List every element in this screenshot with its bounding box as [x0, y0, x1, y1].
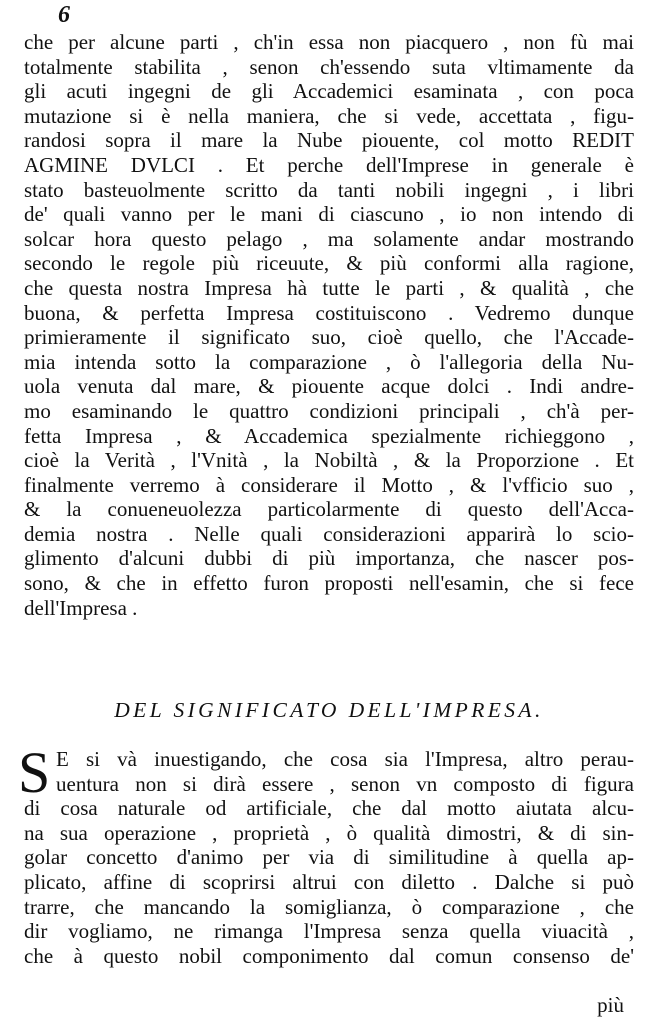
text-line: uentura non si dirà essere , senon vn composto di figura [56, 771, 634, 796]
page-number: 6 [58, 2, 70, 28]
text-line: secondo le regole più riceuute, & più conformi alla ragione, [24, 251, 634, 276]
text-line: gli acuti ingegni de gli Accademici esaminata , con poca [24, 79, 634, 104]
drop-cap: S [18, 740, 51, 805]
text-line: totalmente stabilita , senon ch'essendo suta vltimamente da [24, 54, 634, 79]
text-line-last: dell'Impresa . [24, 595, 138, 620]
main-paragraph [24, 30, 634, 620]
text-line: uola venuta dal mare, & piouente acque dolci . Indi andre- [24, 374, 634, 399]
text-line: golar concetto d'animo per via di similitudine à quella ap- [24, 845, 634, 870]
text-line: che per alcune parti , ch'in essa non piacquero , non fù mai [24, 30, 634, 54]
text-line: dir vogliamo, ne rimanga l'Impresa senza quella viuacità , [24, 919, 634, 944]
catchword: più [597, 993, 624, 1017]
text-line: primieramente il significato suo, cioè quello, che l'Accade- [24, 325, 634, 350]
text-line: fetta Impresa , & Accademica spezialmente richieggono , [24, 423, 634, 448]
text-line: trarre, che mancando la somiglianza, ò comparazione , che [24, 894, 634, 919]
text-line: AGMINE DVLCI . Et perche dell'Imprese in generale è [24, 152, 634, 177]
text-line: E si và inuestigando, che cosa sia l'Impresa, altro perau- [56, 747, 634, 771]
text-line: che questa nostra Impresa hà tutte le parti , & qualità , che [24, 275, 634, 300]
text-line: de' quali vanno per le mani di ciascuno , io non intendo di [24, 202, 634, 227]
text-line: randosi sopra il mare la Nube piouente, col motto REDIT [24, 128, 634, 153]
text-line: demia nostra . Nelle quali considerazioni apparirà lo scio- [24, 521, 634, 546]
text-line: mo esaminando le quattro condizioni principali , ch'à per- [24, 398, 634, 423]
text-line: mutazione si è nella maniera, che si vede, accettata , figu- [24, 103, 634, 128]
section-heading: DEL SIGNIFICATO DELL'IMPRESA. [114, 698, 544, 722]
text-line: solcar hora questo pelago , ma solamente andar mostrando [24, 226, 634, 251]
text-line: buona, & perfetta Impresa costituiscono . Vedremo dunque [24, 300, 634, 325]
text-line: che à questo nobil componimento dal comun consenso de' [24, 943, 634, 968]
text-line: mia intenda sotto la comparazione , ò l'allegoria della Nu- [24, 349, 634, 374]
text-line: & la conueneuolezza particolarmente di questo dell'Acca- [24, 497, 634, 522]
text-line: stato basteuolmente scritto da tanti nobili ingegni , i libri [24, 177, 634, 202]
text-line: na sua operazione , proprietà , ò qualità dimostri, & di sin- [24, 820, 634, 845]
text-line: sono, & che in effetto furon proposti nell'esamin, che si fece [24, 571, 634, 596]
text-line: di cosa naturale od artificiale, che dal motto aiutata alcu- [24, 796, 634, 821]
text-line: cioè la Verità , l'Vnità , la Nobiltà , & la Proporzione . Et [24, 448, 634, 473]
text-line: glimento d'alcuni dubbi di più importanza, che nascer pos- [24, 546, 634, 571]
text-line: plicato, affine di scoprirsi altrui con diletto . Dalche si può [24, 869, 634, 894]
text-line: finalmente verremo à considerare il Motto , & l'vfficio suo , [24, 472, 634, 497]
section-paragraph [18, 740, 634, 968]
